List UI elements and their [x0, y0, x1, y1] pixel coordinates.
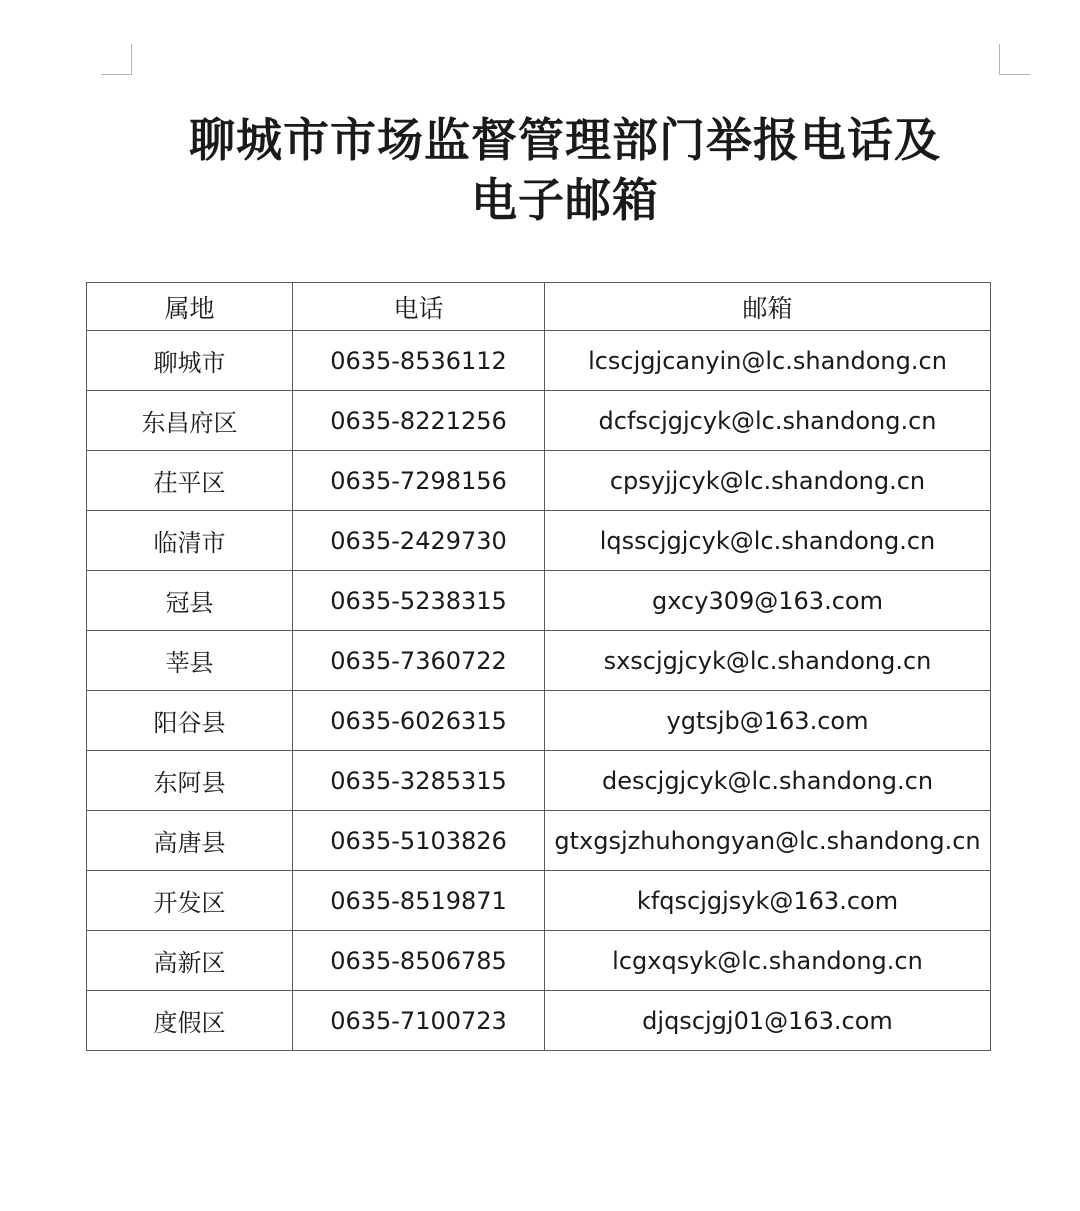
email-cell: descjgjcyk@lc.shandong.cn	[545, 751, 991, 811]
phone-cell: 0635-5238315	[293, 571, 545, 631]
email-cell: ygtsjb@163.com	[545, 691, 991, 751]
email-cell: lcgxqsyk@lc.shandong.cn	[545, 931, 991, 991]
region-cell: 莘县	[87, 631, 293, 691]
region-cell: 高唐县	[87, 811, 293, 871]
table-row	[87, 991, 991, 1051]
table-row	[87, 751, 991, 811]
table-row	[87, 871, 991, 931]
email-cell: lqsscjgjcyk@lc.shandong.cn	[545, 511, 991, 571]
table-row	[87, 511, 991, 571]
table-row	[87, 811, 991, 871]
phone-cell: 0635-2429730	[293, 511, 545, 571]
region-cell: 度假区	[87, 991, 293, 1051]
document-title	[0, 110, 1080, 230]
region-cell: 临清市	[87, 511, 293, 571]
report-contact-table	[86, 282, 991, 1051]
region-cell: 高新区	[87, 931, 293, 991]
table-row	[87, 571, 991, 631]
table-row	[87, 451, 991, 511]
email-cell: djqscjgj01@163.com	[545, 991, 991, 1051]
table-row	[87, 391, 991, 451]
header-phone: 电话	[293, 283, 545, 331]
email-cell: gtxgsjzhuhongyan@lc.shandong.cn	[545, 811, 991, 871]
phone-cell: 0635-8506785	[293, 931, 545, 991]
region-cell: 东昌府区	[87, 391, 293, 451]
phone-cell: 0635-7360722	[293, 631, 545, 691]
region-cell: 茌平区	[87, 451, 293, 511]
email-cell: sxscjgjcyk@lc.shandong.cn	[545, 631, 991, 691]
header-email: 邮箱	[545, 283, 991, 331]
table-header-row	[87, 283, 991, 331]
table-row	[87, 931, 991, 991]
page-corner-mark-left	[101, 44, 132, 75]
email-cell: dcfscjgjcyk@lc.shandong.cn	[545, 391, 991, 451]
region-cell: 聊城市	[87, 331, 293, 391]
phone-cell: 0635-7298156	[293, 451, 545, 511]
phone-cell: 0635-6026315	[293, 691, 545, 751]
phone-cell: 0635-7100723	[293, 991, 545, 1051]
table-row	[87, 331, 991, 391]
email-cell: lcscjgjcanyin@lc.shandong.cn	[545, 331, 991, 391]
email-cell: kfqscjgjsyk@163.com	[545, 871, 991, 931]
document-title-line-2: 电子邮箱	[471, 173, 659, 227]
email-cell: cpsyjjcyk@lc.shandong.cn	[545, 451, 991, 511]
phone-cell: 0635-5103826	[293, 811, 545, 871]
region-cell: 阳谷县	[87, 691, 293, 751]
header-region: 属地	[87, 283, 293, 331]
table-row	[87, 631, 991, 691]
page-corner-mark-right	[999, 44, 1030, 75]
phone-cell: 0635-8536112	[293, 331, 545, 391]
email-cell: gxcy309@163.com	[545, 571, 991, 631]
phone-cell: 0635-3285315	[293, 751, 545, 811]
phone-cell: 0635-8519871	[293, 871, 545, 931]
table-row	[87, 691, 991, 751]
document-title-line-1: 聊城市市场监督管理部门举报电话及	[189, 113, 941, 167]
region-cell: 东阿县	[87, 751, 293, 811]
region-cell: 开发区	[87, 871, 293, 931]
region-cell: 冠县	[87, 571, 293, 631]
phone-cell: 0635-8221256	[293, 391, 545, 451]
